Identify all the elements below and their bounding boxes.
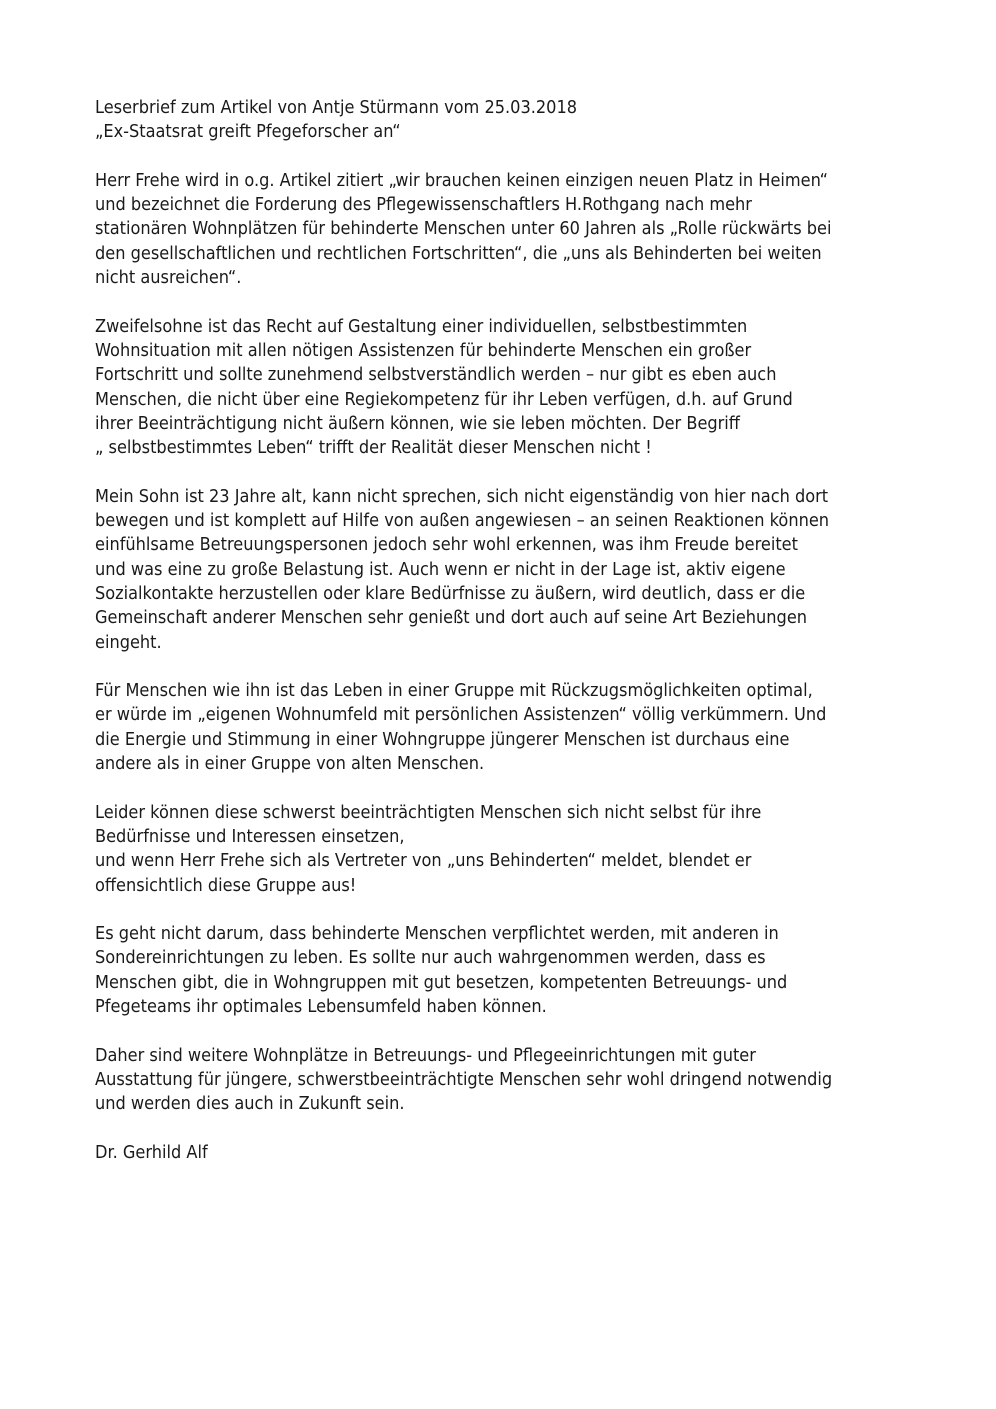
letter-header <box>95 96 886 145</box>
header-article-title: „Ex-Staatsrat greift Pfegeforscher an“ <box>95 122 401 143</box>
text-line: Ausstattung für jüngere, schwerstbeeinträchtigte Menschen sehr wohl dringend notwendig <box>95 1069 833 1090</box>
paragraph-4 <box>95 679 886 776</box>
text-line: Menschen gibt, die in Wohngruppen mit gut besetzen, kompetenten Betreuungs- und <box>95 972 788 993</box>
paragraph-5 <box>95 801 886 898</box>
text-line: Leider können diese schwerst beeinträchtigten Menschen sich nicht selbst für ihre <box>95 802 762 823</box>
text-line: Herr Frehe wird in o.g. Artikel zitiert „wir brauchen keinen einzigen neuen Platz in Heimen“ <box>95 170 829 191</box>
text-line: einfühlsame Betreuungspersonen jedoch sehr wohl erkennen, was ihm Freude bereitet <box>95 535 798 556</box>
text-line: eingeht. <box>95 632 162 653</box>
text-line: Mein Sohn ist 23 Jahre alt, kann nicht sprechen, sich nicht eigenständig von hier nach dort <box>95 486 829 507</box>
text-line: Zweifelsohne ist das Recht auf Gestaltung einer individuellen, selbstbestimmten <box>95 316 748 337</box>
text-line: offensichtlich diese Gruppe aus! <box>95 875 357 896</box>
signature-name: Dr. Gerhild Alf <box>95 1142 208 1163</box>
text-line: Sondereinrichtungen zu leben. Es sollte nur auch wahrgenommen werden, dass es <box>95 948 766 969</box>
text-line: Es geht nicht darum, dass behinderte Menschen verpflichtet werden, mit anderen in <box>95 924 779 945</box>
text-line: andere als in einer Gruppe von alten Menschen. <box>95 754 485 775</box>
text-line: stationären Wohnplätzen für behinderte Menschen unter 60 Jahren als „Rolle rückwärts bei <box>95 219 832 240</box>
text-line: und was eine zu große Belastung ist. Auch wenn er nicht in der Lage ist, aktiv eigene <box>95 559 786 580</box>
paragraph-3 <box>95 485 886 655</box>
signature-block <box>95 1141 886 1165</box>
text-line: und wenn Herr Frehe sich als Vertreter von „uns Behinderten“ meldet, blendet er <box>95 851 752 872</box>
text-line: Gemeinschaft anderer Menschen sehr genießt und dort auch auf seine Art Beziehungen <box>95 608 808 629</box>
text-line: die Energie und Stimmung in einer Wohngruppe jüngerer Menschen ist durchaus eine <box>95 729 790 750</box>
text-line: Menschen, die nicht über eine Regiekompetenz für ihr Leben verfügen, d.h. auf Grund <box>95 389 793 410</box>
text-line: und werden dies auch in Zukunft sein. <box>95 1094 405 1115</box>
text-line: Für Menschen wie ihn ist das Leben in einer Gruppe mit Rückzugsmöglichkeiten optimal, <box>95 681 813 702</box>
text-line: Daher sind weitere Wohnplätze in Betreuungs- und Pflegeeinrichtungen mit guter <box>95 1045 756 1066</box>
text-line: den gesellschaftlichen und rechtlichen Fortschritten“, die „uns als Behinderten bei weiten <box>95 243 822 264</box>
text-line: bewegen und ist komplett auf Hilfe von außen angewiesen – an seinen Reaktionen können <box>95 511 830 532</box>
header-title-line: Leserbrief zum Artikel von Antje Stürmann vom 25.03.2018 <box>95 98 578 118</box>
text-line: und bezeichnet die Forderung des Pflegewissenschaftlers H.Rothgang nach mehr <box>95 195 752 216</box>
paragraph-2 <box>95 315 886 461</box>
text-line: nicht ausreichen“. <box>95 268 242 289</box>
letter-body <box>95 96 886 1189</box>
paragraph-6 <box>95 922 886 1019</box>
text-line: ihrer Beeinträchtigung nicht äußern können, wie sie leben möchten. Der Begriff <box>95 413 740 434</box>
paragraph-7 <box>95 1044 886 1117</box>
text-line: Bedürfnisse und Interessen einsetzen, <box>95 826 405 847</box>
text-line: „ selbstbestimmtes Leben“ trifft der Realität dieser Menschen nicht ! <box>95 438 652 459</box>
text-line: Pfegeteams ihr optimales Lebensumfeld haben können. <box>95 996 547 1017</box>
paragraph-1 <box>95 169 886 290</box>
text-line: er würde im „eigenen Wohnumfeld mit persönlichen Assistenzen“ völlig verkümmern. Und <box>95 705 827 726</box>
text-line: Sozialkontakte herzustellen oder klare Bedürfnisse zu äußern, wird deutlich, dass er die <box>95 583 806 604</box>
text-line: Fortschritt und sollte zunehmend selbstverständlich werden – nur gibt es eben auch <box>95 365 777 386</box>
text-line: Wohnsituation mit allen nötigen Assistenzen für behinderte Menschen ein großer <box>95 340 752 361</box>
